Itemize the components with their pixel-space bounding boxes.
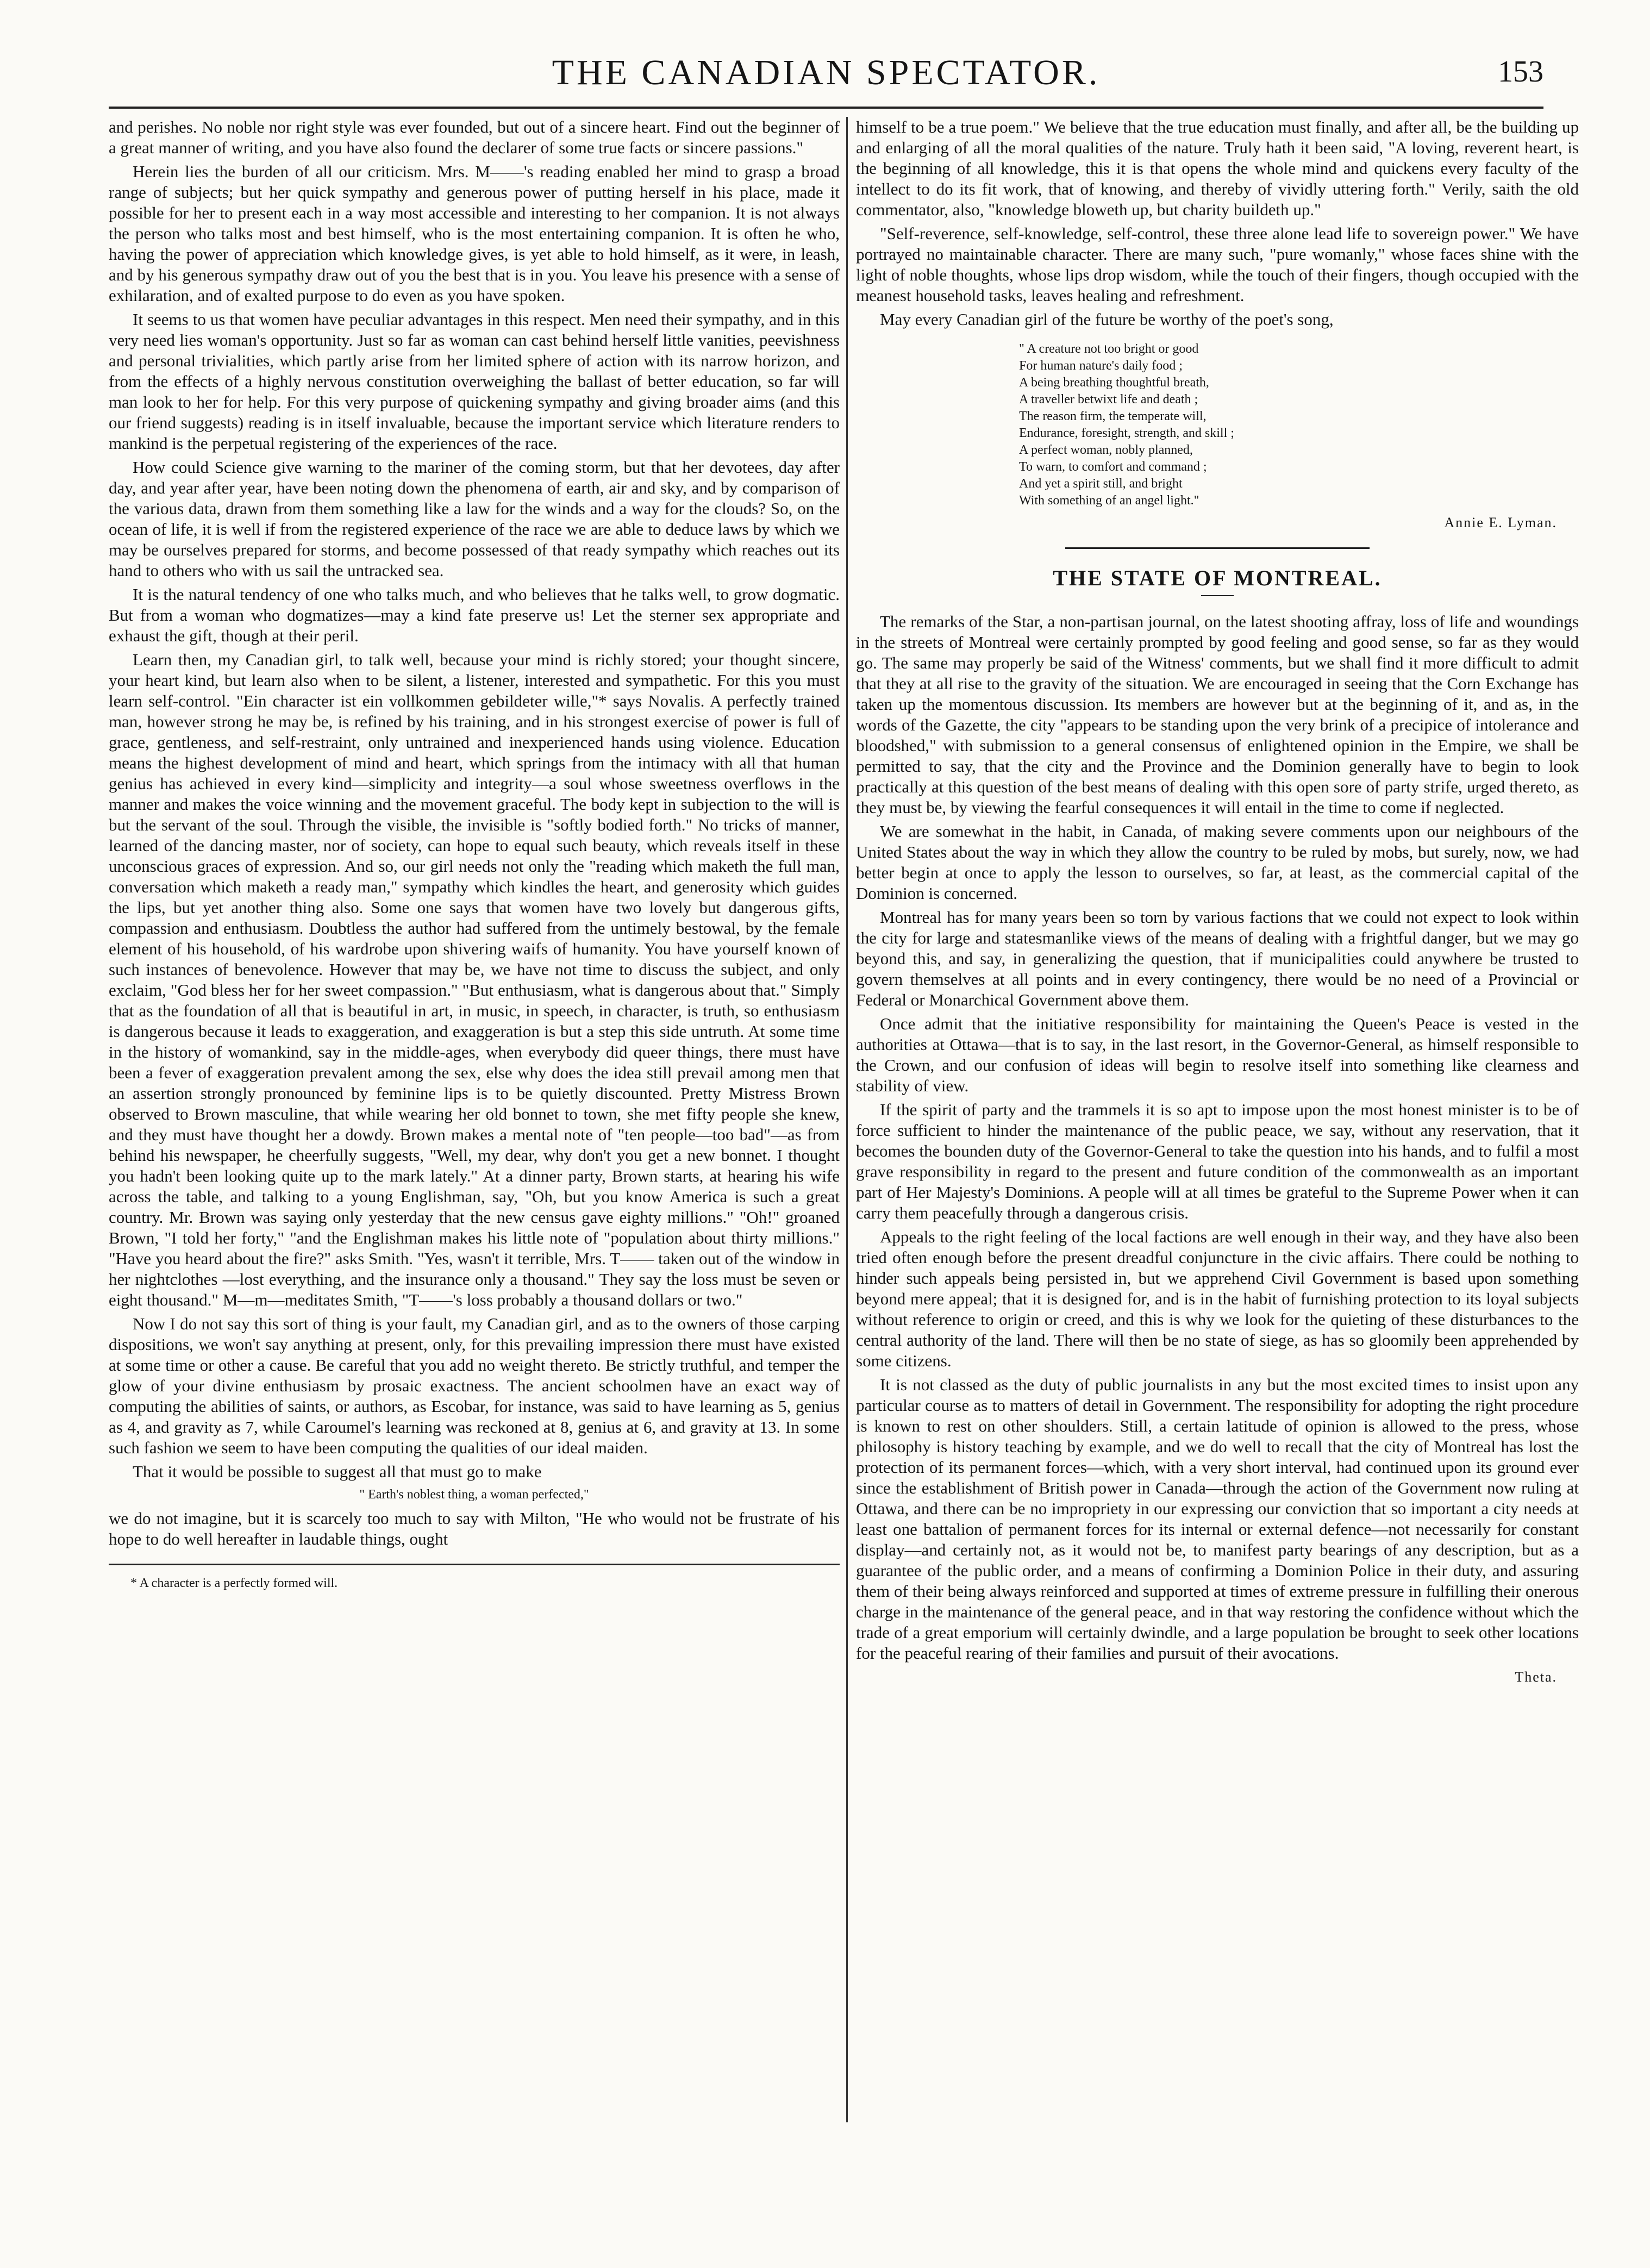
paragraph: How could Science give warning to the mariner of the coming storm, but that her devotees, day after day, and year after year, have been noting down the phenomena of earth, air and sky, and by comparison of the various data, drawn from them something like a law for the winds and a way for the clouds? So, on the ocean of life, it is well if from the registered experience of the race we are able to deduce laws by which we may be ourselves prepared for storms, and become possessed of that ready sympathy which reaches out its hand to others who with us sail the untracked sea. [109, 458, 840, 580]
footnote-rule [109, 1564, 840, 1565]
poem-line: And yet a spirit still, and bright [1019, 477, 1183, 491]
section-rule [1065, 547, 1370, 549]
paragraph: Herein lies the burden of all our criticism. Mrs. M——'s reading enabled her mind to grasp a broad range of subjects; but her quick sympathy and generous power of putting herself in his place, made it possible for her to present each in a way most accessible and interesting to her companion. It is not always the person who talks most and best himself, who is the most entertaining companion. It is often he who, having the power of appreciation which knowledge gives, is yet able to hold himself, as it were, in leash, and by his generous sympathy draw out of you the best that is in you. You leave his presence with a sense of exhilaration, and of exalted purpose to do even as you have spoken. [109, 162, 840, 305]
poem-line: For human nature's daily food ; [1019, 359, 1183, 373]
article-heading: THE STATE OF MONTREAL. [1053, 566, 1382, 590]
column-divider [846, 117, 848, 2122]
masthead-rule [109, 107, 1543, 109]
heading-dash [1201, 595, 1234, 596]
poem-line: With something of an angel light." [1019, 493, 1199, 508]
poem-line: A being breathing thoughtful breath, [1019, 376, 1209, 390]
paragraph: We are somewhat in the habit, in Canada, of making severe comments upon our neighbours of the United States about the way in which they allow the country to be ruled by mobs, but surely, now, we had better begin at once to apply the lesson to ourselves, so far, at least, as the commercial capital of the Dominion is concerned. [856, 822, 1579, 903]
paragraph: Once admit that the initiative responsibility for maintaining the Queen's Peace is vested in the authorities at Ottawa—that is to say, in the last resort, in the Governor-General, as himself responsible to the Crown, and our confusion of ideas will begin to resolve itself into something like clearness and stability of view. [856, 1014, 1579, 1095]
poem-line: " A creature not too bright or good [1019, 342, 1199, 356]
paragraph: Montreal has for many years been so torn by various factions that we could not expect to look within the city for large and statesmanlike views of the means of dealing with a frightful danger, but we may go beyond this, and say, in generalizing the question, that if municipalities could anywhere be trusted to govern themselves at all points and in every contingency, there would be no need of a Provincial or Federal or Monarchical Government above them. [856, 908, 1579, 1009]
poem-line: The reason firm, the temperate will, [1019, 409, 1207, 423]
paragraph: Learn then, my Canadian girl, to talk well, because your mind is richly stored; your thought sincere, your heart kind, but learn also when to be silent, a listener, interested and sympathetic. For this you must learn self-control. "Ein character ist ein vollkommen gebildeter wille,"* says Novalis. A perfectly trained man, however strong he may be, is refined by his training, and in his strongest exercise of power is full of grace, gentleness, and self-restraint, only untrained and inexperienced hands using violence. Education means the highest development of mind and heart, which springs from the intimacy with all that human genius has achieved in every kind—simplicity and integrity—a soul whose sweetness overflows in the manner and makes the voice winning and the movement graceful. The body kept in subjection to the will is but the servant of the soul. Through the visible, the invisible is "softly bodied forth." No tricks of manner, learned of the dancing master, nor of society, can hope to equal such beauty, which reveals itself in these unconscious graces of expression. And so, our girl needs not only the "reading which maketh the full man, conversation which maketh a ready man," sympathy which kindles the heart, and generosity which guides the lips, but yet another thing also. Some one says that women have two lovely but dangerous gifts, compassion and enthusiasm. Doubtless the author had suffered from the untimely bestowal, by the female element of his household, of his wardrobe upon shivering waifs of humanity. You have yourself known of such instances of benevolence. However that may be, we have not time to discuss the subject, and only exclaim, "God bless her for her sweet compassion." "But enthusiasm, what is dangerous about that." Simply that as the foundation of all that is beautiful in art, in music, in speech, in character, is truth, so enthusiasm is dangerous because it leads to exaggeration, and exaggeration is but a step this side untruth. At some time in the history of womankind, say in the middle-ages, when everybody did queer things, there must have been a fever of exaggeration prevalent among the sex, else why does the idea still prevail among men that an assertion strongly pronounced by feminine lips is to be quietly discounted. Pretty Mistress Brown observed to Brown masculine, that while wearing her old bonnet to town, she met fifty people she knew, and they must have thought her a dowdy. Brown makes a mental note of "ten people—too bad"—as from behind his newspaper, he cheerfully suggests, "Well, my dear, why don't you get a new bonnet. I thought you hadn't been looking quite up to the mark lately." At a dinner party, Brown starts, at hearing his wife across the table, and talking to a young Englishman, say, "Oh, but you know America is such a great country. Mr. Brown was saying only yesterday that the new census gave eighty millions." "Oh!" groaned Brown, "I told her forty," "and the Englishman makes his little note of "population about thirty millions." "Have you heard about the fire?" asks Smith. "Yes, wasn't it terrible, Mrs. T—— taken out of the window in her nightclothes —lost everything, and the insurance only a thousand." They say the loss must be seven or eight thousand." M—m—meditates Smith, "T——'s loss probably a thousand dollars or two." [109, 650, 840, 1309]
left-column [109, 117, 840, 1591]
publication-title: THE CANADIAN SPECTATOR. [552, 53, 1101, 92]
paragraph: himself to be a true poem." We believe that the true education must finally, and after all, be the building up and enlarging of all the moral qualities of the nature. Truly hath it been said, "A loving, reverent heart, is the beginning of all knowledge, this it is that opens the whole mind and quickens every faculty of the intellect to do its fit work, that of knowing, and thereby of vividly uttering forth." Verily, saith the old commentator, also, "knowledge bloweth up, but charity buildeth up." [856, 117, 1579, 219]
poem [1019, 341, 1579, 509]
footnote: * A character is a perfectly formed will. [130, 1576, 338, 1590]
article-signature: Theta. [1515, 1669, 1557, 1685]
paragraph: The remarks of the Star, a non-partisan journal, on the latest shooting affray, loss of life and woundings in the streets of Montreal were certainly prompted by good feeling and good sense, so far as they would go. The same may properly be said of the Witness' comments, but we shall find it more difficult to admit that they at all rise to the gravity of the situation. We are encouraged in seeing that the Corn Exchange has taken up the momentous discussion. Its members are however but at the beginning of it, and as, in the words of the Gazette, the city "appears to be standing upon the very brink of a precipice of intolerance and bloodshed," with submission to a general consensus of enlightened opinion in the Empire, we shall be permitted to say, that the city and the Province and the Dominion generally have to begin to look practically at this question of the best means of dealing with this open sore of party strife, urged thereto, as they must be, by viewing the fearful consequences it will entail in the time to come if neglected. [856, 612, 1579, 817]
paragraph: and perishes. No noble nor right style was ever founded, but out of a sincere heart. Find out the beginner of a great manner of writing, and you have also found the declarer of some true facts or sincere passions." [109, 117, 840, 157]
poem-line: To warn, to comfort and command ; [1019, 460, 1207, 474]
paragraph: If the spirit of party and the trammels it is so apt to impose upon the most honest minister is to be of force sufficient to hinder the maintenance of the public peace, we say, without any reservation, that it becomes the bounden duty of the Governor-General to take the question into his hands, and to fulfil a most grave responsibility in regard to the present and future condition of the commonwealth as an important part of Her Majesty's Dominions. A people will at all times be grateful to the Supreme Power when it can carry them peacefully through a dangerous crisis. [856, 1100, 1579, 1222]
poem-line: A traveller betwixt life and death ; [1019, 392, 1198, 407]
paragraph: It is the natural tendency of one who talks much, and who believes that he talks well, to grow dogmatic. But from a woman who dogmatizes—may a kind fate preserve us! Let the sterner sex appropriate and exhaust the gift, though at their peril. [109, 585, 840, 645]
poem-line: A perfect woman, nobly planned, [1019, 443, 1193, 457]
paragraph: we do not imagine, but it is scarcely too much to say with Milton, "He who would not be frustrate of his hope to do well hereafter in laudable things, ought [109, 1509, 840, 1548]
paragraph: May every Canadian girl of the future be worthy of the poet's song, [880, 310, 1334, 329]
masthead [109, 52, 1543, 112]
right-column [856, 117, 1579, 1702]
poem-line: Endurance, foresight, strength, and skill ; [1019, 426, 1234, 440]
author-signature: Annie E. Lyman. [1444, 515, 1557, 530]
page-number: 153 [1498, 55, 1543, 89]
paragraph: It is not classed as the duty of public journalists in any but the most excited times to insist upon any particular course as to matters of detail in Government. The responsibility for adopting the right procedure is known to rest on other shoulders. Still, a certain latitude of opinion is allowed to the press, whose philosophy is history teaching by example, and we do well to recall that the city of Montreal has lost the protection of its permanent forces—which, with a very short interval, had continued upon its ground ever since the establishment of British power in Canada—through the action of the Government now ruling at Ottawa, and there can be no impropriety in our expressing our conviction that so important a city needs at least one battalion of permanent forces for its internal or external defence—not necessarily for constant display—and certainly not, as it would not be, to manifest party bearings of any description, but as a guarantee of the public order, and a means of confirming a Dominion Police in their duty, and assuring them of their being always reinforced and supported at times of extreme pressure in fulfilling their onerous charge in the maintenance of the general peace, and in that way restoring the confidence without which the trade of a great emporium will certainly dwindle, and a large population be brought to seek other locations for the peaceful rearing of their families and pursuit of their avocations. [856, 1375, 1579, 1663]
paragraph: Appeals to the right feeling of the local factions are well enough in their way, and they have also been tried often enough before the present dreadful conjuncture in the civic affairs. There could be nothing to hinder such appeals being persisted in, but we apprehend Civil Government is based upon something beyond mere appeal; that it is designed for, and is in the habit of furnishing protection to its loyal subjects without reference to origin or creed, and this is why we look for the quieting of these disturbances to the central authority of the land. There will then be no state of siege, as has so gloomily been apprehended by some citizens. [856, 1227, 1579, 1370]
paragraph: "Self-reverence, self-knowledge, self-control, these three alone lead life to sovereign power." We have portrayed no maintainable character. There are many such, "pure womanly," whose faces shine with the light of noble thoughts, whose lips drop wisdom, while the touch of their fingers, though occupied with the meanest household tasks, leaves healing and refreshment. [856, 224, 1579, 305]
paragraph: That it would be possible to suggest all that must go to make [133, 1462, 542, 1481]
paragraph: Now I do not say this sort of thing is your fault, my Canadian girl, and as to the owners of those carping dispositions, we won't say anything at present, only, for this prevailing impression there must have existed at some time or other a cause. Be careful that you add no weight thereto. Be strictly truthful, and temper the glow of your divine enthusiasm by prosaic exactness. The ancient schoolmen have an exact way of computing the abilities of saints, or authors, as Escobar, for instance, was said to have learning as 5, genius as 4, and gravity as 7, while Caroumel's learning was reckoned at 8, genius at 6, and gravity at 13. In some such fashion we seem to have been computing the qualities of our ideal maiden. [109, 1314, 840, 1457]
milton-quote: " Earth's noblest thing, a woman perfected," [359, 1488, 589, 1502]
paragraph: It seems to us that women have peculiar advantages in this respect. Men need their sympathy, and in this very need lies woman's opportunity. Just so far as woman can cast behind herself little vanities, peevishness and personal trivialities, which partly arise from her limited sphere of action with its narrow horizon, and from the effects of a highly nervous constitution overweighing the ballast of better education, so far will man look to her for help. For this very purpose of quickening sympathy and giving broader aims (and this our friend suggests) reading is in itself invaluable, because the important service which literature renders to mankind is the perpetual registering of the experiences of the race. [109, 310, 840, 453]
